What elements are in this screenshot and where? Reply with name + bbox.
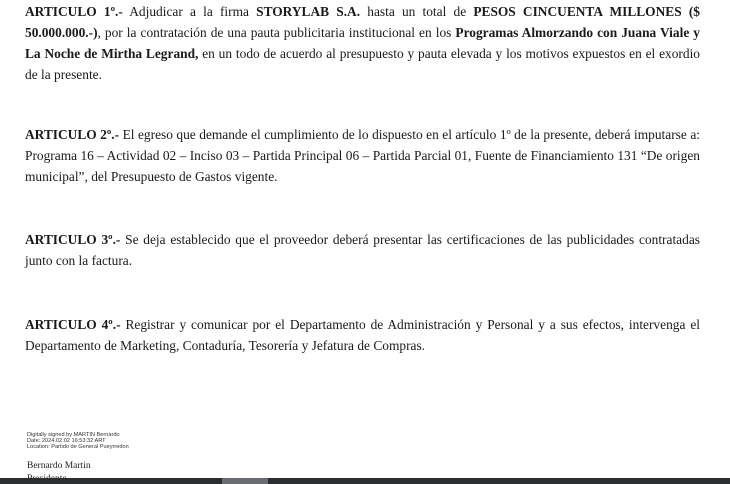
article-4 (25, 314, 700, 356)
article-1-company: STORYLAB S.A. (256, 4, 361, 19)
signer-name: Bernardo Martin (27, 461, 91, 471)
article-2-text: El egreso que demande el cumplimiento de lo dispuesto en el artículo 1º de la presente, deberá imputarse a: Programa 16 – Actividad 02 – Inciso 03 – Partida Principal 06 – Partida Parcial 01, Fuente de Financiamiento 131 “De origen municipal”, del Presupuesto de Gastos vigente. (25, 127, 700, 184)
digital-signature-stamp (27, 432, 129, 451)
signature-line: Digitally signed by MARTIN Bernardo (27, 432, 120, 438)
article-1-text: Adjudicar a la firma (122, 4, 257, 19)
horizontal-scrollbar[interactable] (0, 478, 730, 484)
signature-date: Date: 2024.02.02 16:53:32 ART (27, 438, 106, 445)
article-3 (25, 229, 700, 271)
article-1-amount: PESOS CINCUENTA MILLONES ($ 50.000.000.-) (25, 4, 700, 40)
article-3-text: Se deja establecido que el proveedor deberá presentar las certificaciones de las publicidades contratadas junto con la factura. (25, 232, 700, 268)
article-1-text: hasta un total de (360, 4, 474, 19)
article-4-text: Registrar y comunicar por el Departamento de Administración y Personal y a sus efectos, intervenga el Departamento de Marketing, Contaduría, Tesorería y Jefatura de Compras. (25, 317, 700, 353)
article-1 (25, 1, 700, 85)
article-2-heading: ARTICULO 2º.- (25, 127, 120, 142)
article-1-programs: Programas Almorzando con Juana Viale y La Noche de Mirtha Legrand, (25, 25, 700, 61)
article-1-heading: ARTICULO 1º.- (25, 4, 123, 19)
article-3-heading: ARTICULO 3º.- (25, 232, 121, 247)
article-1-text: en un todo de acuerdo al presupuesto y pauta elevada y los motivos expuestos en el exordio de la presente. (25, 46, 700, 82)
signature-location: Location: Partido de General Pueyrredon (27, 444, 129, 451)
article-2 (25, 124, 700, 187)
scrollbar-thumb[interactable] (222, 478, 268, 484)
article-4-heading: ARTICULO 4º.- (25, 317, 121, 332)
article-1-text: , por la contratación de una pauta publicitaria institucional en los (97, 25, 456, 40)
